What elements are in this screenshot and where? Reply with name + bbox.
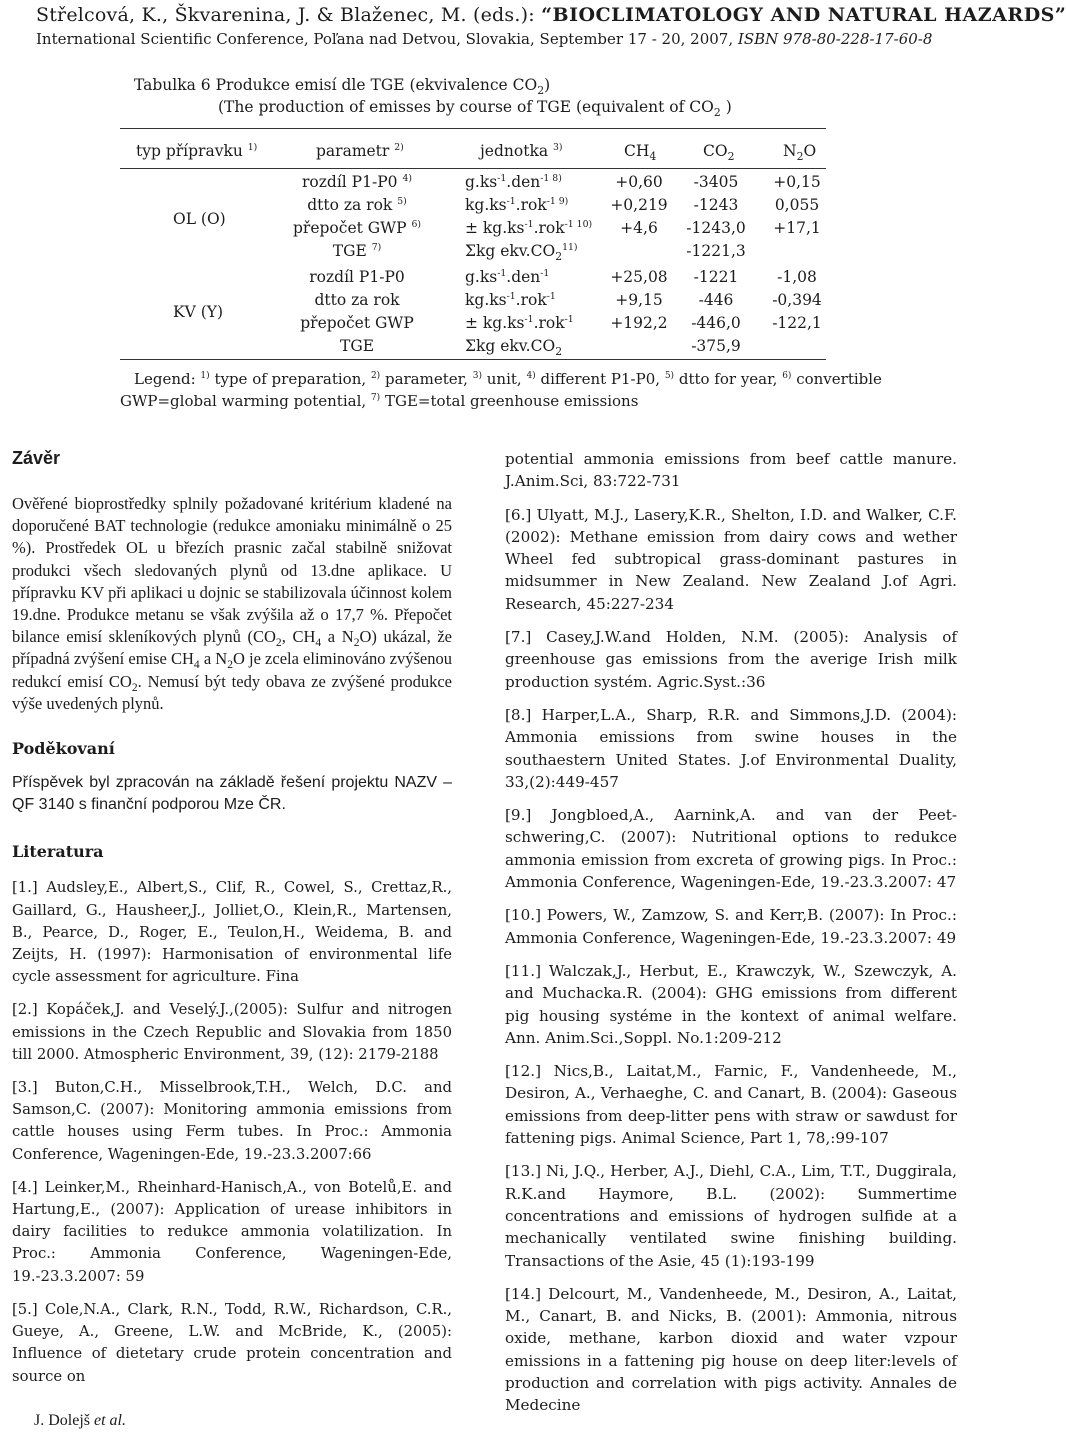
header-isbn: ISBN 978-80-228-17-60-8 bbox=[737, 30, 933, 48]
table-bottom-rule bbox=[120, 359, 826, 360]
reference-item: [10.] Powers, W., Zamzow, S. and Kerr,B. (2007): In Proc.: Ammonia Conference, Wageningen-Ede, 19.-23.3.2007: 49 bbox=[505, 906, 957, 947]
reference-item: [8.] Harper,L.A., Sharp, R.R. and Simmons,J.D. (2004): Ammonia emissions from swine houses in the southaestern United States. J.of Environmental Duality, 33,(2):449-457 bbox=[505, 705, 957, 791]
reference-item: potential ammonia emissions from beef cattle manure. J.Anim.Sci, 83:722-731 bbox=[505, 450, 957, 491]
table-top-rule bbox=[120, 128, 826, 129]
section-title-podekovani: Poděkovaní bbox=[12, 739, 115, 759]
reference-item: [9.] Jongbloed,A., Aarnink,A. and van der Peet-schwering,C. (2007): Nutritional options to redukce ammonia emission from excreta of growing pigs. In Proc.: Ammonia Conference, Wageningen-Ede, 19.-23.3.2007: 47 bbox=[505, 806, 957, 892]
table-cell-co2: -1221 bbox=[693, 268, 739, 286]
table-header-parameter: parametr $^{2)}$ bbox=[316, 141, 404, 160]
table-cell-unit: Σkg $ekv.CO_2$ bbox=[465, 337, 563, 358]
page-footer bbox=[34, 1412, 126, 1430]
table-group-label: KV (Y) bbox=[173, 303, 224, 321]
section-title-literatura: Literatura bbox=[12, 842, 104, 862]
table-cell-co2: -1221,3 bbox=[686, 242, 746, 260]
reference-item: [12.] Nics,B., Laitat,M., Farnic, F., Vandenheede, M., Desiron, A., Verhaeghe, C. and Canart, B. (2004): Gaseous emissions from deep-litter pens with straw or sawdust for fattening pigs. Animal Science, Part 1, 78,:99-107 bbox=[505, 1062, 957, 1148]
table-cell-unit: ± $kg.ks^{-1}.rok^{-1 10)}$ bbox=[465, 218, 593, 237]
table-cell-n2o: +17,1 bbox=[773, 219, 821, 237]
table-cell-unit: $g.ks^{-1}.den^{-1 8)}$ bbox=[465, 172, 562, 191]
table-cell-parameter: rozdíl P1-P0 $^{4)}$ bbox=[302, 172, 412, 191]
table-cell-unit: Σkg $ekv.CO_2^{11)}$ bbox=[465, 241, 578, 263]
reference-item: [14.] Delcourt, M., Vandenheede, M., Desiron, A., Laitat, M., Canart, B. and Nicks, B. (2001): Ammonia, nitrous oxide, methane, karbon dioxid and water vzpour emissions in a fattening pig house on deep liter:levels of production and correlation with pigs activity. Annales de Medecine bbox=[505, 1284, 957, 1415]
table-cell-ch4: +0,60 bbox=[615, 173, 663, 191]
table-cell-unit: $g.ks^{-1}.den^{-1}$ bbox=[465, 267, 550, 286]
table-cell-ch4: +9,15 bbox=[615, 291, 663, 309]
podekovani-paragraph: Příspěvek byl zpracován na základě řešení projektu NAZV – QF 3140 s finanční podporou Mze ČR. bbox=[12, 774, 452, 814]
table-cell-n2o: -0,394 bbox=[772, 291, 822, 309]
footer-author: J. Dolejš bbox=[34, 1412, 90, 1429]
table-cell-unit: $kg.ks^{-1}.rok^{-1}$ bbox=[465, 290, 556, 309]
table-header-ch4: $CH_4$ bbox=[624, 142, 657, 163]
table-caption-en: (The production of emisses by course of TGE (equivalent of $CO_2$ ) bbox=[218, 98, 732, 119]
table-header-type: typ přípravku $^{1)}$ bbox=[136, 141, 258, 160]
header-book-title: “BIOCLIMATOLOGY AND NATURAL HAZARDS” bbox=[541, 4, 1066, 26]
right-column bbox=[505, 448, 957, 1428]
table-cell-co2: -375,9 bbox=[691, 337, 741, 355]
table-cell-parameter: dtto za rok bbox=[314, 291, 400, 309]
table-cell-parameter: přepočet GWP bbox=[300, 314, 414, 332]
reference-item: [5.] Cole,N.A., Clark, R.N., Todd, R.W., Richardson, C.R., Gueye, A., Greene, L.W. and McBride, K., (2005): Influence of dietetary crude protein concentration and source on bbox=[12, 1300, 452, 1385]
table-cell-parameter: dtto za rok $^{5)}$ bbox=[307, 195, 407, 214]
reference-item: [6.] Ulyatt, M.J., Lasery,K.R., Shelton, I.D. and Walker, C.F.(2002): Methane emission from dairy cows and wether Wheel fed subtropical grass-dominant pastures in midsummer in New Zealand. New Zealand J.of Agri. Research, 45:227-234 bbox=[505, 505, 957, 613]
reference-item: [7.] Casey,J.W.and Holden, N.M. (2005): Analysis of greenhouse gas emissions from the averige Irish milk production systém. Agric.Syst.:36 bbox=[505, 628, 957, 691]
table-legend-line2: GWP=global warming potential, $^{7)}$ TGE=total greenhouse emissions bbox=[120, 392, 639, 410]
table-cell-co2: -3405 bbox=[693, 173, 739, 191]
table-header-rule bbox=[120, 168, 826, 169]
running-header-editors bbox=[36, 4, 1066, 26]
reference-item: [13.] Ni, J.Q., Herber, A.J., Diehl, C.A., Lim, T.T., Duggirala, R.K.and Haymore, B.L. (2002): Summertime concentrations and emissions of hydrogen sulfide at a mechanically ventilated swine finishing building. Transactions of the Asie, 45 (1):193-199 bbox=[505, 1162, 957, 1270]
references-left bbox=[12, 877, 452, 1387]
table-cell-n2o: +0,15 bbox=[773, 173, 821, 191]
table-cell-co2: -1243,0 bbox=[686, 219, 746, 237]
table-cell-unit: ± $kg.ks^{-1}.rok^{-1}$ bbox=[465, 313, 574, 332]
references-right bbox=[505, 448, 957, 1417]
reference-item: [1.] Audsley,E., Albert,S., Clif, R., Cowel, S., Crettaz,R., Gaillard, G., Hausheer,J., Jolliet,O., Klein,R., Martensen, B., Pearce, D., Roger, E., Teulon,H., Weidema, B. and Zeijts, H. (1997): Harmonisation of environmental life cycle assessment for agriculture. Fina bbox=[12, 879, 452, 986]
zaver-paragraph: Ověřené bioprostředky splnily požadované kritérium kladené na doporučené BAT technologie (redukce amoniaku minimálně o 25 %). Prostředek OL u březích prasnic začal stabilně snižovat produkci všech sledovaných plynů od 13.dne aplikace. U přípravku KV při aplikaci u dojnic se stabilizovala účinnost kolem 19.dne. Produkce metanu se však zvýšila až o 17,7 %. Přepočet bilance emisí skleníkových plynů ($CO_2$, $CH_4$ a $N_2O$) ukázal, že případná zvýšení emise $CH_4$ a $N_2O$ je zcela eliminováno zvýšenou redukcí emisí $CO_2$. Nemusí být tedy obava ze zvýšené produkce výše uvedených plynů. bbox=[12, 494, 452, 713]
table-cell-n2o: 0,055 bbox=[774, 196, 820, 214]
table-cell-ch4: +0,219 bbox=[610, 196, 668, 214]
table-cell-parameter: rozdíl P1-P0 bbox=[309, 268, 405, 286]
left-column bbox=[12, 448, 452, 1399]
table-cell-parameter: TGE $^{7)}$ bbox=[332, 241, 382, 260]
header-editors: Střelcová, K., Škvarenina, J. & Blaženec, M. (eds.): bbox=[36, 4, 535, 26]
table-cell-co2: -446,0 bbox=[691, 314, 741, 332]
table-group-label: OL (O) bbox=[173, 210, 226, 228]
table-header-n2o: $N_2O$ bbox=[783, 142, 817, 163]
reference-item: [2.] Kopáček,J. and Veselý.J.,(2005): Sulfur and nitrogen emissions in the Czech Republic and Slovakia from 1850 till 2000. Atmospheric Environment, 39, (12): 2179-2188 bbox=[12, 1001, 452, 1063]
table-cell-parameter: přepočet GWP $^{6)}$ bbox=[293, 218, 421, 237]
table-cell-unit: $kg.ks^{-1}.rok^{-1 9)}$ bbox=[465, 195, 569, 214]
table-caption-cz: Tabulka 6 Produkce emisí dle TGE (ekvivalence $CO_2$) bbox=[134, 76, 551, 97]
table-cell-ch4: +25,08 bbox=[610, 268, 668, 286]
table-cell-ch4: +192,2 bbox=[610, 314, 668, 332]
table-header-unit: jednotka $^{3)}$ bbox=[480, 141, 563, 160]
table-cell-co2: -1243 bbox=[693, 196, 739, 214]
running-header-conference bbox=[36, 30, 936, 48]
section-title-zaver: Závěr bbox=[12, 448, 61, 468]
table-header-co2: $CO_2$ bbox=[703, 142, 735, 163]
footer-etal: et al. bbox=[94, 1412, 126, 1429]
reference-item: [11.] Walczak,J., Herbut, E., Krawczyk, W., Szewczyk, A. and Muchacka.R. (2004): GHG emissions from different pig housing systéme in the kontext of animal welfare. Ann. Anim.Sci.,Soppl. No.1:209-212 bbox=[505, 961, 957, 1047]
table-cell-parameter: TGE bbox=[339, 337, 375, 355]
table-legend-line1: Legend: $^{1)}$ type of preparation, $^{2)}$ parameter, $^{3)}$ unit, $^{4)}$ different P1-P0, $^{5)}$ dtto for year, $^{6)}$ convertible bbox=[134, 370, 882, 388]
table-cell-ch4: +4,6 bbox=[620, 219, 658, 237]
header-conference: International Scientific Conference, Poľana nad Detvou, Slovakia, September 17 - 20, 2007, bbox=[36, 30, 734, 48]
table-cell-co2: -446 bbox=[698, 291, 734, 309]
reference-item: [3.] Buton,C.H., Misselbrook,T.H., Welch, D.C. and Samson,C. (2007): Monitoring ammonia emissions from cattle houses using Ferm tubes. In Proc.: Ammonia Conference, Wageningen-Ede, 19.-23.3.2007:66 bbox=[12, 1079, 452, 1163]
reference-item: [4.] Leinker,M., Rheinhard-Hanisch,A., von Botelů,E. and Hartung,E., (2007): Application of urease inhibitors in dairy facilities to redukce ammonia volatilization. In Proc.: Ammonia Conference, Wageningen-Ede, 19.-23.3.2007: 59 bbox=[12, 1178, 452, 1285]
table-cell-n2o: -1,08 bbox=[777, 268, 817, 286]
table-cell-n2o: -122,1 bbox=[772, 314, 822, 332]
